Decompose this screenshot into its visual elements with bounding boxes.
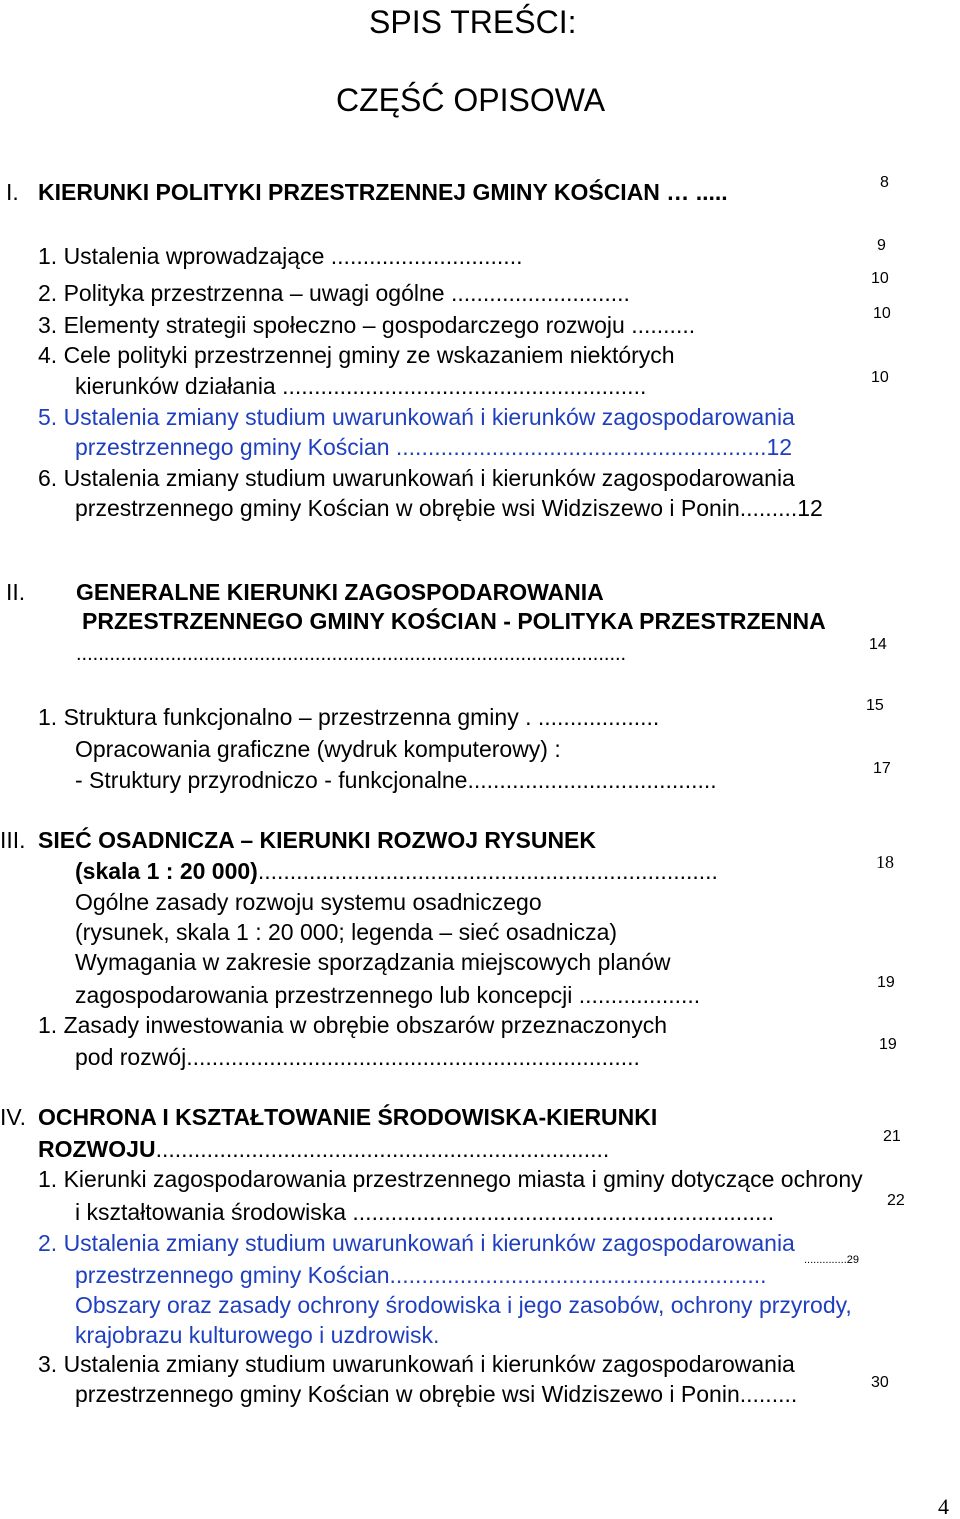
- section-3-line-2: (rysunek, skala 1 : 20 000; legenda – sieć osadnicza): [75, 919, 618, 945]
- item-2-1-page: 15: [866, 697, 884, 714]
- section-3-line-5: 1. Zasady inwestowania w obrębie obszarów przeznaczonych: [38, 1012, 667, 1038]
- section-1-heading: KIERUNKI POLITYKI PRZESTRZENNEJ GMINY KOŚCIAN … .....: [38, 179, 728, 205]
- item-2-1: 1. Struktura funkcjonalno – przestrzenna gminy . ...................: [38, 704, 660, 730]
- section-3-line-3: Wymagania w zakresie sporządzania miejscowych planów: [75, 949, 671, 975]
- item-2-1-structures: - Struktury przyrodniczo - funkcjonalne.......................................: [75, 767, 717, 793]
- section-3-page-3: 19: [879, 1036, 897, 1053]
- section-4-line-5: Obszary oraz zasady ochrony środowiska i jego zasobów, ochrony przyrody,: [75, 1292, 852, 1318]
- section-4-line-6: krajobrazu kulturowego i uzdrowisk.: [75, 1322, 440, 1348]
- item-1-6: 6. Ustalenia zmiany studium uwarunkowań i kierunków zagospodarowania: [38, 465, 795, 491]
- page-title: SPIS TREŚCI:: [369, 4, 577, 40]
- item-1-6-cont: przestrzennego gminy Kościan w obrębie wsi Widziszewo i Ponin.........12: [75, 495, 823, 521]
- section-3-heading-line1: SIEĆ OSADNICZA – KIERUNKI ROZWOJ RYSUNEK: [38, 827, 597, 853]
- section-4-line-3: 2. Ustalenia zmiany studium uwarunkowań i kierunków zagospodarowania: [38, 1230, 795, 1256]
- section-4-number: IV.: [0, 1104, 27, 1130]
- section-4-line-2: i kształtowania środowiska ..................................................................: [75, 1199, 775, 1225]
- section-4-heading-line1: OCHRONA I KSZTAŁTOWANIE ŚRODOWISKA-KIERUNKI: [38, 1104, 658, 1130]
- part-subtitle: CZĘŚĆ OPISOWA: [336, 82, 606, 118]
- section-4-line-8: przestrzennego gminy Kościan w obrębie wsi Widziszewo i Ponin.........: [75, 1381, 798, 1407]
- section-4-page-2: 22: [887, 1192, 905, 1209]
- section-3-number: III.: [0, 827, 26, 853]
- section-2-heading-line2: PRZESTRZENNEGO GMINY KOŚCIAN - POLITYKA PRZESTRZENNA: [82, 608, 826, 634]
- item-1-3-page: 10: [873, 305, 891, 322]
- item-2-1-structures-page: 17: [873, 760, 891, 777]
- item-1-5: 5. Ustalenia zmiany studium uwarunkowań i kierunków zagospodarowania: [38, 404, 795, 430]
- item-1-1: 1. Ustalenia wprowadzające ..............................: [38, 243, 523, 269]
- section-4-line-7: 3. Ustalenia zmiany studium uwarunkowań i kierunków zagospodarowania: [38, 1351, 795, 1377]
- item-1-4: 4. Cele polityki przestrzennej gminy ze wskazaniem niektórych: [38, 342, 675, 368]
- section-3-page: 18: [876, 852, 894, 872]
- section-2-page: 14: [869, 636, 887, 653]
- item-1-4-cont: kierunków działania .........................................................: [75, 373, 647, 399]
- item-2-1-graphics: Opracowania graficzne (wydruk komputerowy) :: [75, 736, 561, 762]
- page-number: 4: [938, 1494, 949, 1519]
- section-3-page-2: 19: [877, 974, 895, 991]
- item-1-2: 2. Polityka przestrzenna – uwagi ogólne ............................: [38, 280, 630, 306]
- item-1-4-page: 10: [871, 369, 889, 386]
- section-2-dots: ...................................................................................................: [76, 643, 627, 665]
- section-4-page-3: ..............29: [804, 1254, 860, 1266]
- section-3-line-4: zagospodarowania przestrzennego lub koncepcji ...................: [75, 982, 701, 1008]
- section-3-line-1: Ogólne zasady rozwoju systemu osadniczego: [75, 889, 542, 915]
- section-1-page: 8: [880, 174, 889, 191]
- section-4-line-4: przestrzennego gminy Kościan...........................................................: [75, 1262, 767, 1288]
- section-4-heading-line2: ROZWOJU.......................................................................: [38, 1136, 610, 1162]
- section-4-page-4: 30: [871, 1374, 889, 1391]
- section-4-page: 21: [883, 1128, 901, 1145]
- section-2-number: II.: [6, 579, 26, 605]
- section-2-heading-line1: GENERALNE KIERUNKI ZAGOSPODAROWANIA: [76, 579, 604, 605]
- section-1-number: I.: [6, 179, 19, 205]
- item-1-2-page: 10: [871, 270, 889, 287]
- item-1-3: 3. Elementy strategii społeczno – gospodarczego rozwoju ..........: [38, 312, 696, 338]
- item-1-1-page: 9: [877, 237, 886, 254]
- item-1-5-cont: przestrzennego gminy Kościan ..........................................................12: [75, 434, 793, 460]
- section-3-heading-line2: (skala 1 : 20 000)........................................................................: [75, 858, 718, 884]
- section-3-line-6: pod rozwój.......................................................................: [75, 1044, 640, 1070]
- section-4-line-1: 1. Kierunki zagospodarowania przestrzennego miasta i gminy dotyczące ochrony: [38, 1166, 863, 1192]
